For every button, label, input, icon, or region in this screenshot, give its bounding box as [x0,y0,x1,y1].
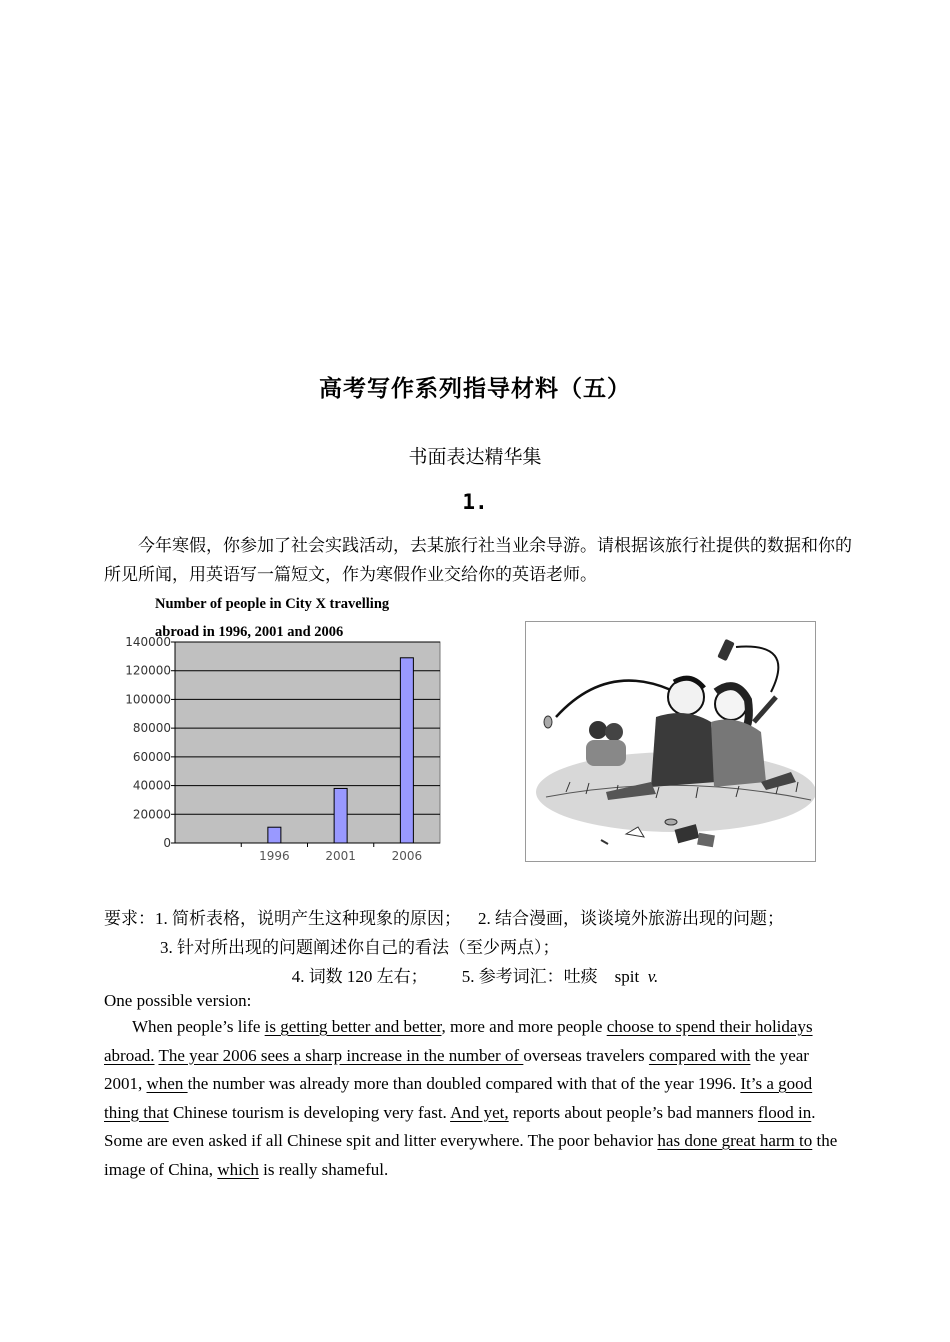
requirements-line-2: 3. 针对所出现的问题阐述你自己的看法（至少两点）； [160,938,560,957]
essay-text: the number was already more than doubled compared with that of the year 1996. [187,1074,741,1093]
x-tick-label: 1996 [259,849,290,863]
reference-vocabulary: 5. 参考词汇：吐痰 spit [461,967,648,986]
page-subtitle: 书面表达精华集 [408,446,542,468]
requirements-line-3 [0,962,950,987]
essay-phrase: flood in [757,1102,812,1122]
essay-text: overseas travelers [523,1045,649,1065]
essay-phrase: is getting better and better [264,1017,442,1036]
essay-phrase: The year 2006 sees a sharp increase in the number of [158,1045,524,1065]
y-tick-label: 20000 [132,807,171,822]
part-of-speech: v. [647,967,659,986]
essay-text: the image of China, [104,1131,838,1179]
page-title: 高考写作系列指导材料（五） [319,376,631,402]
essay-text: , more and more people [441,1017,607,1036]
bar-1996 [268,827,281,843]
y-tick-label: 140000 [125,635,171,649]
bar-2006 [400,658,413,843]
task-instructions: 今年寒假，你参加了社会实践活动，去某旅行社当业余导游。请根据该旅行社提供的数据和你的所见所闻，用英语写一篇短文，作为寒假作业交给你的英语老师。 [104,536,852,584]
bar-chart [118,632,448,867]
sample-essay [104,1013,844,1184]
x-tick-label: 2001 [325,849,356,863]
y-tick-label: 100000 [125,692,171,707]
chart-title-line-2: abroad in 1996, 2001 and 2006 [155,624,344,640]
essay-phrase: compared with [648,1045,751,1065]
essay-phrase: And yet, [450,1102,509,1122]
essay-text: . Some are even asked if all Chinese spit and litter everywhere. The poor behavior [104,1102,816,1150]
essay-text: reports about people’s bad manners [508,1102,758,1122]
bar-2001 [334,788,347,843]
essay-text: the year 2001, [104,1045,809,1093]
cartoon-illustration [525,621,816,862]
y-tick-label: 0 [163,836,171,850]
cartoon-tourists-littering-icon [526,622,815,861]
y-tick-label: 80000 [132,721,171,736]
y-tick-label: 120000 [125,663,171,678]
requirements-line-1: 要求：1. 简析表格，说明产生这种现象的原因； 2. 结合漫画，谈谈境外旅游出现的问题； [104,909,784,928]
essay-phrase: has done great harm to [657,1131,813,1150]
y-tick-label: 60000 [132,749,171,764]
essay-text: Chinese tourism is developing very fast. [168,1102,451,1122]
essay-phrase: It’s a good thing that [104,1074,813,1122]
essay-phrase: choose to spend their holidays abroad. [104,1017,813,1065]
essay-text: When people’s life [132,1017,265,1036]
y-tick-label: 40000 [132,778,171,793]
essay-phrase: which [217,1159,259,1179]
word-count-requirement: 4. 词数 120 左右； [291,967,428,986]
essay-phrase: when [146,1074,188,1093]
item-number: 1. [462,490,488,514]
essay-text: is really shameful. [258,1159,389,1179]
chart-title-line-1: Number of people in City X travelling [155,596,390,612]
x-tick-label: 2006 [391,849,423,863]
sample-essay-label: One possible version: [104,991,252,1010]
